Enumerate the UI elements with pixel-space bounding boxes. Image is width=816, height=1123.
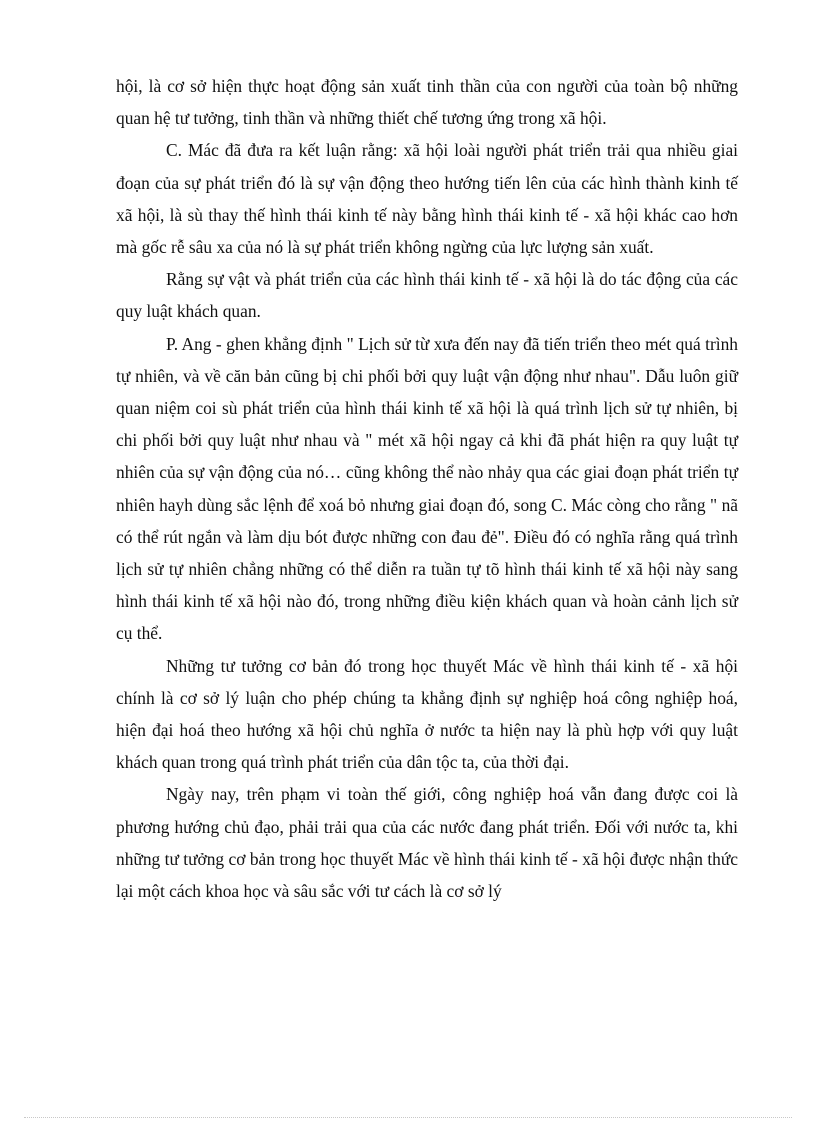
paragraph: P. Ang - ghen khẳng định " Lịch sử từ xưa đến nay đã tiến triển theo mét quá trình tự nhiên, và về căn bản cũng bị chi phối bởi quy luật vận động như nhau". Dẫu luôn giữ quan niệm coi sù phát triển của hình thái kinh tế xã hội là quá trình lịch sử tự nhiên, bị chi phối bởi quy luật như nhau và " mét xã hội ngay cả khi đã phát hiện ra quy luật tự nhiên của sự vận động của nó… cũng không thể nào nhảy qua các giai đoạn phát triển tự nhiên hayh dùng sắc lệnh để xoá bỏ nhưng giai đoạn đó, song C. Mác còng cho rằng " nã có thể rút ngắn và làm dịu bót được những con đau đẻ". Điều đó có nghĩa rằng quá trình lịch sử tự nhiên chẳng những có thể diễn ra tuần tự tõ hình thái kinh tế xã hội này sang hình thái kinh tế xã hội nào đó, trong những điều kiện khách quan và hoàn cảnh lịch sử cụ thể. xyxy=(116,333,738,644)
paragraph: C. Mác đã đưa ra kết luận rằng: xã hội loài người phát triển trải qua nhiều giai đoạn của sự phát triển đó là sự vận động theo hướng tiến lên của các hình thành kinh tế xã hội, là sù thay thế hình thái kinh tế này bằng hình thái kinh tế - xã hội khác cao hơn mà gốc rễ sâu xa của nó là sự phát triển không ngừng của lực lượng sản xuất. xyxy=(116,140,738,258)
paragraph: Những tư tưởng cơ bản đó trong học thuyết Mác về hình thái kinh tế - xã hội chính là cơ sở lý luận cho phép chúng ta khẳng định sự nghiệp hoá công nghiệp hoá, hiện đại hoá theo hướng xã hội chủ nghĩa ở nước ta hiện nay là phù hợp với quy luật khách quan trong quá trình phát triển của dân tộc ta, của thời đại. xyxy=(116,655,738,773)
paragraph: Rằng sự vật và phát triển của các hình thái kinh tế - xã hội là do tác động của các quy luật khách quan. xyxy=(116,269,738,322)
paragraph: Ngày nay, trên phạm vi toàn thế giới, công nghiệp hoá vẫn đang được coi là phương hướng chủ đạo, phải trải qua của các nước đang phát triển. Đối với nước ta, khi những tư tưởng cơ bản trong học thuyết Mác về hình thái kinh tế - xã hội được nhận thức lại một cách khoa học và sâu sắc với tư cách là cơ sở lý xyxy=(116,784,738,902)
document-body xyxy=(116,70,738,907)
footer-divider xyxy=(24,1117,792,1118)
paragraph-continued: hội, là cơ sở hiện thực hoạt động sản xuất tinh thần của con người của toàn bộ những quan hệ tư tưởng, tinh thần và những thiết chế tương ứng trong xã hội. xyxy=(116,76,738,129)
